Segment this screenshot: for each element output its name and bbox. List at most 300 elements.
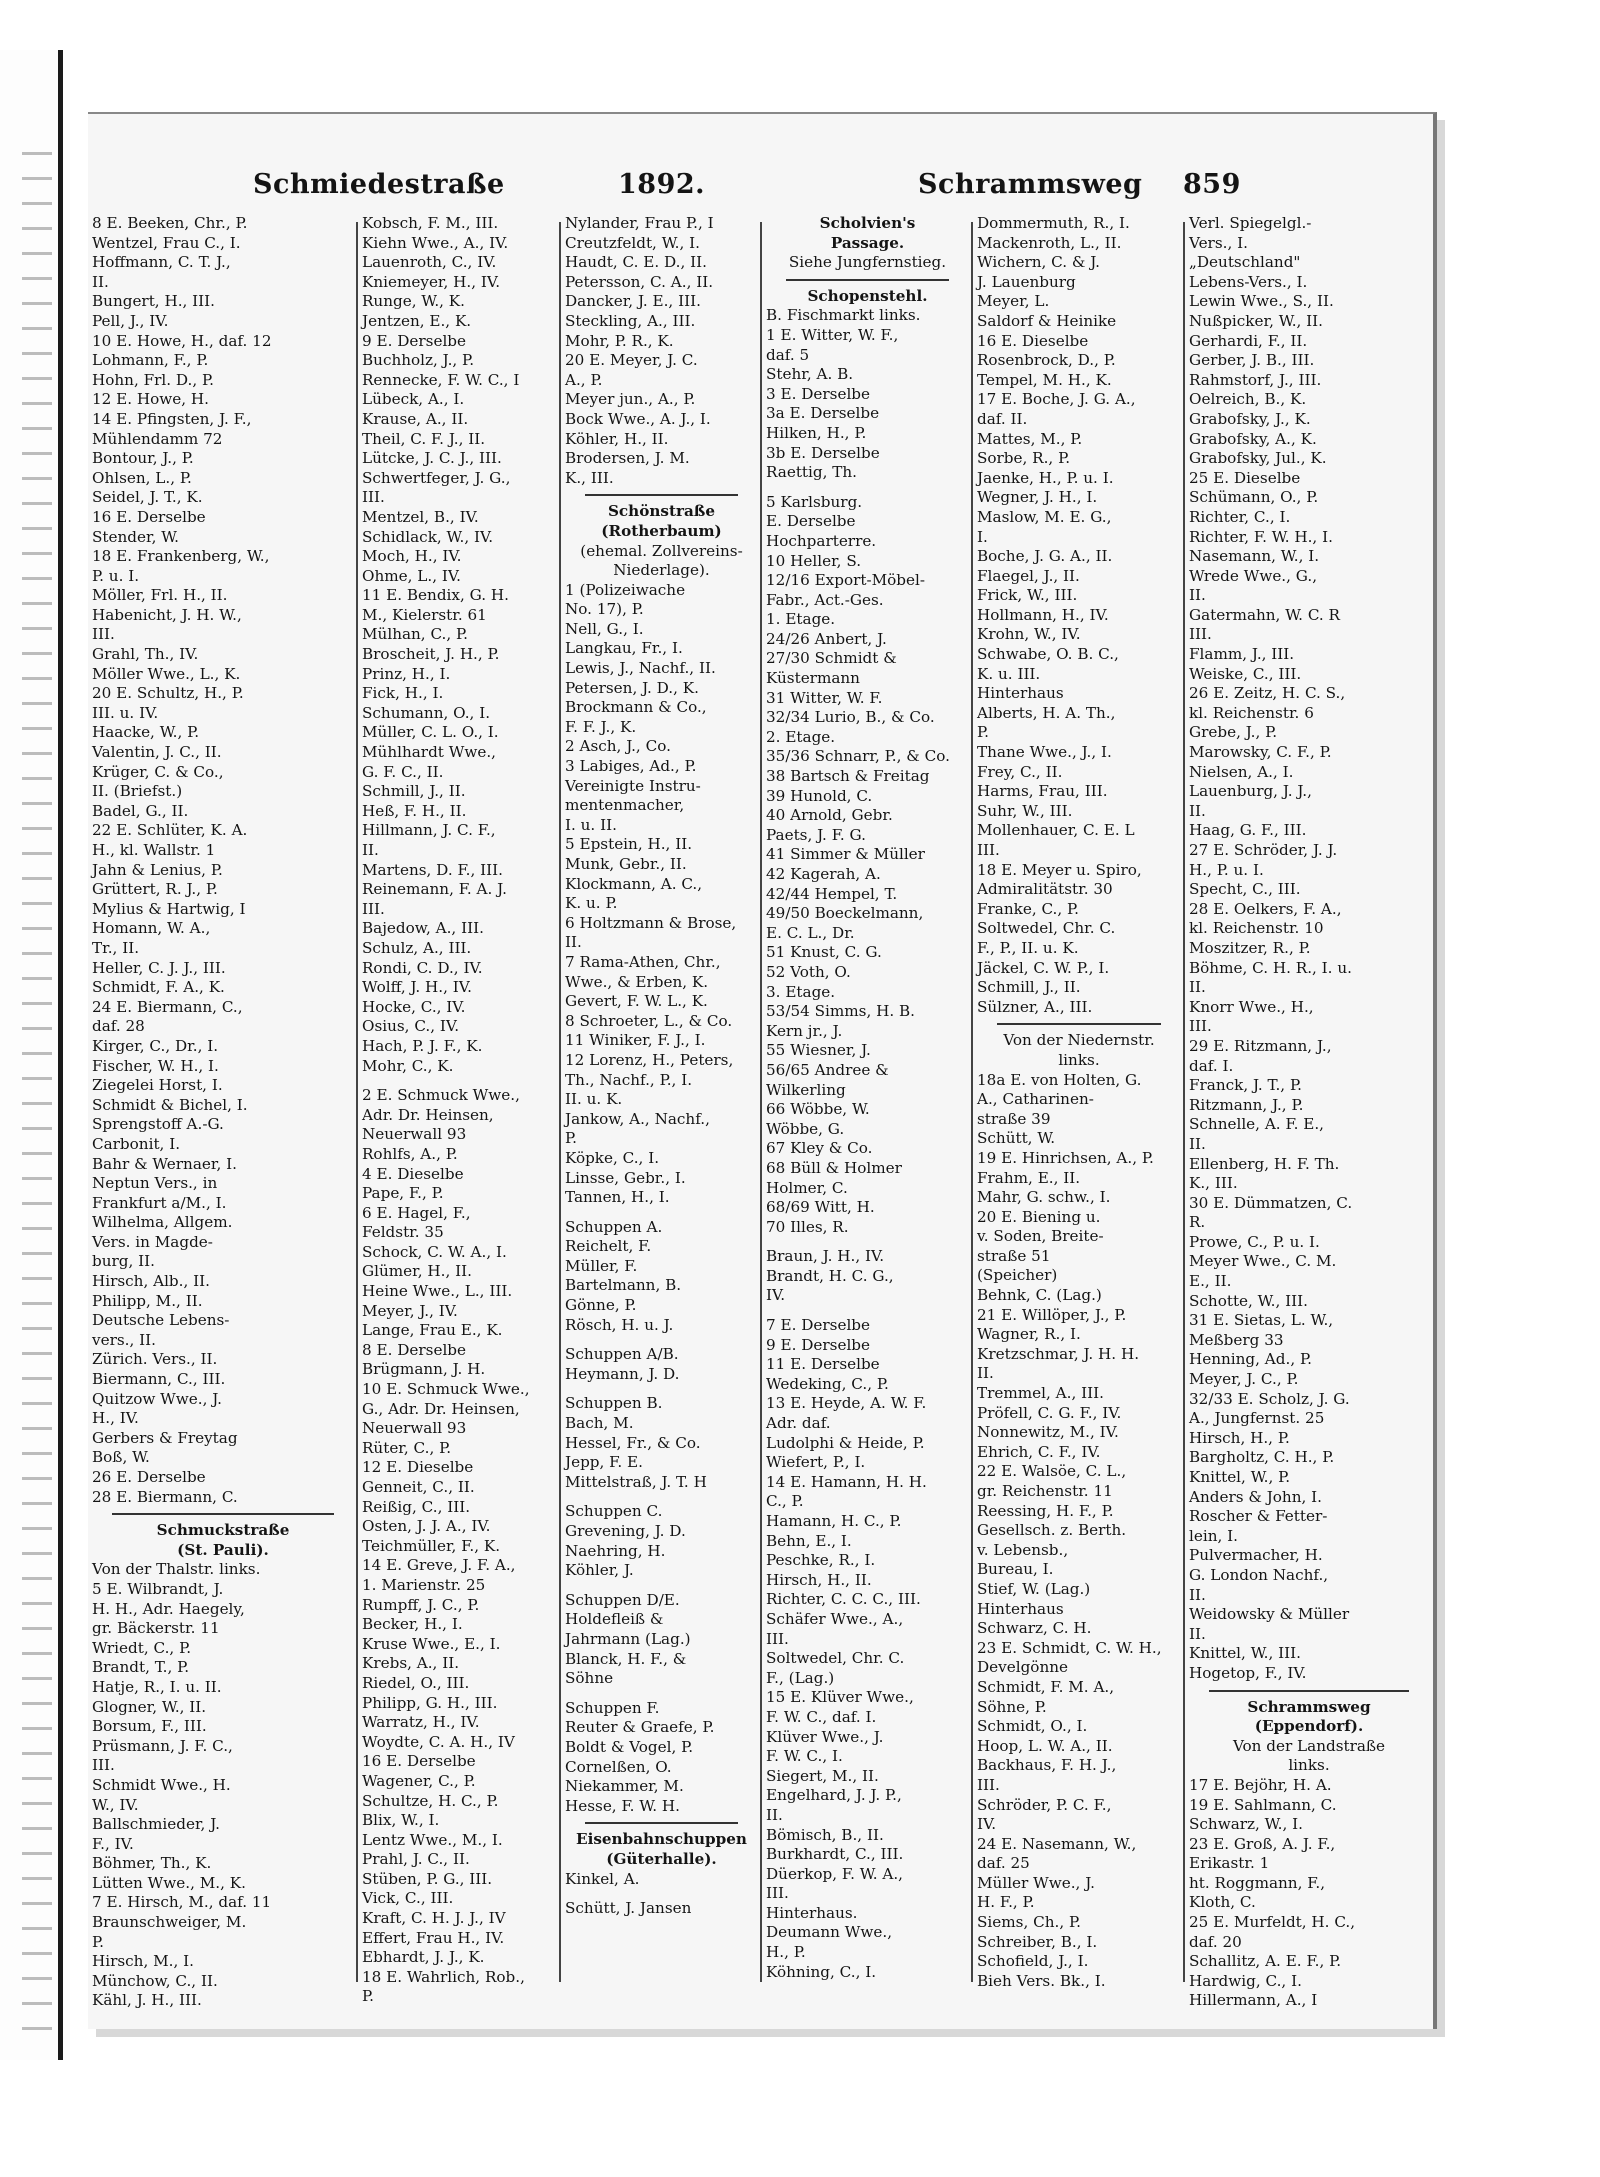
- directory-entry: Mühlhardt Wwe.,: [362, 743, 496, 762]
- directory-entry: M., Kielerstr. 61: [362, 605, 487, 624]
- directory-entry: Flaegel, J., II.: [977, 566, 1080, 585]
- column-1: [92, 214, 354, 2010]
- directory-entry: H., IV.: [92, 1409, 139, 1428]
- directory-entry: Vers. in Magde-: [92, 1232, 213, 1251]
- directory-entry: II.: [362, 841, 379, 859]
- directory-entry: kl. Reichenstr. 10: [1189, 919, 1324, 938]
- directory-entry: Brügmann, J. H.: [362, 1360, 486, 1379]
- directory-entry: Wagener, C., P.: [362, 1771, 476, 1790]
- directory-entry: Hillmann, J. C. F.,: [362, 821, 496, 840]
- directory-entry: Henning, Ad., P.: [1189, 1350, 1312, 1369]
- directory-entry: Kern jr., J.: [766, 1021, 843, 1040]
- directory-entry: Bungert, H., III.: [92, 292, 216, 311]
- directory-entry: v. Lebensb.,: [977, 1540, 1069, 1559]
- directory-entry: Bahr & Wernaer, I.: [92, 1154, 237, 1173]
- directory-entry: 14 E. Pfingsten, J. F.,: [92, 409, 252, 428]
- directory-entry: Meyer jun., A., P.: [565, 390, 696, 409]
- directory-entry: Kniemeyer, H., IV.: [362, 272, 501, 291]
- directory-entry: 51 Knust, C. G.: [766, 943, 882, 962]
- directory-entry: 9 E. Derselbe: [766, 1335, 871, 1354]
- street-heading: Schönstraße: [607, 502, 716, 521]
- directory-entry: Kretzschmar, J. H. H.: [977, 1344, 1140, 1363]
- directory-entry: Deumann Wwe.,: [766, 1923, 893, 1942]
- directory-entry: II.: [1189, 1134, 1206, 1153]
- directory-entry: Hinterhaus: [977, 684, 1064, 703]
- directory-entry: II.: [1189, 978, 1206, 997]
- directory-entry: Kinkel, A.: [565, 1869, 640, 1888]
- directory-entry: Adr. daf.: [766, 1414, 831, 1433]
- directory-entry: 19 E. Sahlmann, C.: [1189, 1795, 1337, 1814]
- directory-entry: 30 E. Dümmatzen, C.: [1189, 1193, 1353, 1212]
- directory-entry: 70 Illes, R.: [766, 1217, 849, 1236]
- directory-entry: 38 Bartsch & Freitag: [766, 767, 930, 786]
- directory-entry: 27/30 Schmidt &: [766, 649, 897, 668]
- directory-entry: 27 E. Schröder, J. J.: [1189, 841, 1338, 859]
- directory-entry: [565, 1581, 758, 1591]
- directory-entry: 68 Büll & Holmer: [766, 1158, 902, 1177]
- directory-entry: Schuppen C.: [565, 1502, 663, 1521]
- directory-entry: Heß, F. H., II.: [362, 801, 467, 820]
- directory-entry: Schmidt, O., I.: [977, 1717, 1088, 1736]
- directory-entry: III.: [1189, 1017, 1212, 1036]
- directory-entry: vers., II.: [92, 1330, 156, 1349]
- directory-entry: Weidowsky & Müller: [1189, 1605, 1350, 1624]
- directory-entry: 14 E. Greve, J. F. A.,: [362, 1556, 516, 1575]
- directory-entry: 11 E. Derselbe: [766, 1355, 880, 1374]
- directory-entry: Cornelßen, O.: [565, 1757, 672, 1776]
- directory-entry: P.: [92, 1932, 104, 1951]
- directory-entry: Neuerwall 93: [362, 1125, 467, 1144]
- directory-entry: Holdefleiß &: [565, 1610, 664, 1629]
- directory-entry: P.: [565, 1129, 577, 1148]
- directory-entry: III.: [977, 841, 1000, 859]
- directory-entry: 2 Asch, J., Co.: [565, 737, 671, 756]
- directory-entry: Wolff, J. H., IV.: [362, 978, 472, 997]
- directory-entry: Hirsch, H., P.: [1189, 1428, 1290, 1447]
- directory-entry: Mackenroth, L., II.: [977, 233, 1122, 252]
- directory-entry: Schofield, J., I.: [977, 1952, 1089, 1971]
- directory-entry: Glogner, W., II.: [92, 1697, 207, 1716]
- directory-entry: Deutsche Lebens-: [92, 1311, 230, 1330]
- directory-entry: Hirsch, M., I.: [92, 1952, 194, 1971]
- directory-entry: Wilkerling: [766, 1080, 846, 1099]
- directory-entry: Hoop, L. W. A., II.: [977, 1736, 1113, 1755]
- directory-entry: Wöbbe, G.: [766, 1119, 845, 1138]
- directory-entry: G., Adr. Dr. Heinsen,: [362, 1399, 520, 1418]
- directory-entry: 12 E. Dieselbe: [362, 1458, 474, 1477]
- directory-entry: Schuppen F.: [565, 1698, 660, 1717]
- directory-entry: Lewin Wwe., S., II.: [1189, 292, 1334, 311]
- street-heading: (St. Pauli).: [177, 1540, 269, 1559]
- directory-entry: Köhning, C., I.: [766, 1962, 877, 1981]
- directory-entry: III.: [362, 488, 385, 507]
- directory-entry: Schwabe, O. B. C.,: [977, 645, 1119, 664]
- directory-entry: Nielsen, A., I.: [1189, 762, 1294, 781]
- directory-entry: Jahrmann (Lag.): [565, 1629, 691, 1648]
- directory-entry: Reichelt, F.: [565, 1237, 652, 1256]
- directory-entry: Prinz, H., I.: [362, 664, 451, 683]
- directory-entry: daf. 25: [977, 1854, 1030, 1873]
- directory-entry: II.: [565, 933, 582, 952]
- directory-entry: Hohn, Frl. D., P.: [92, 370, 215, 389]
- directory-entry: Richter, C., I.: [1189, 507, 1291, 526]
- section-separator: [585, 494, 738, 496]
- directory-entry: K. u. P.: [565, 894, 618, 913]
- directory-entry: IV.: [977, 1815, 997, 1834]
- header-left-street: Schmiedestraße: [253, 169, 505, 200]
- directory-entry: 11 Winiker, F. J., I.: [565, 1031, 706, 1050]
- directory-entry: mentenmacher,: [565, 796, 685, 815]
- directory-entry: Stüben, P. G., III.: [362, 1869, 493, 1888]
- directory-entry: F., (Lag.): [766, 1668, 835, 1687]
- directory-entry: Moszitzer, R., P.: [1189, 938, 1311, 957]
- directory-entry: 7 E. Derselbe: [766, 1316, 871, 1335]
- column-rule: [971, 222, 973, 1982]
- section-separator: [1209, 1690, 1409, 1692]
- directory-entry: Kobsch, F. M., III.: [362, 214, 499, 232]
- directory-entry: Schulz, A., III.: [362, 938, 472, 957]
- directory-entry: Behnk, C. (Lag.): [977, 1286, 1102, 1305]
- directory-entry: Prowe, C., P. u. I.: [1189, 1232, 1320, 1251]
- directory-entry: Schwarz, C. H.: [977, 1619, 1092, 1638]
- directory-entry: Ballschmieder, J.: [92, 1815, 220, 1834]
- directory-entry: II.: [766, 1805, 783, 1824]
- street-heading: Scholvien's: [819, 214, 916, 232]
- directory-entry: Lütten Wwe., M., K.: [92, 1873, 246, 1892]
- directory-entry: Sülzner, A., III.: [977, 997, 1093, 1016]
- directory-entry: Raettig, Th.: [766, 463, 858, 482]
- directory-entry: II.: [1189, 1624, 1206, 1643]
- directory-entry: Pröfell, C. G. F., IV.: [977, 1403, 1122, 1422]
- directory-entry: Nylander, Frau P., I: [565, 214, 714, 232]
- directory-entry: Sorbe, R., P.: [977, 449, 1071, 468]
- directory-entry: Stehr, A. B.: [766, 365, 854, 384]
- directory-entry: Hillermann, A., I: [1189, 1991, 1318, 2010]
- directory-entry: Rondi, C. D., IV.: [362, 958, 483, 977]
- directory-entry: Hesse, F. W. H.: [565, 1796, 680, 1815]
- directory-entry: Feldstr. 35: [362, 1223, 444, 1242]
- directory-entry: 23 E. Schmidt, C. W. H.,: [977, 1638, 1162, 1657]
- directory-entry: Frahm, E., II.: [977, 1168, 1081, 1187]
- directory-entry: Grebe, J., P.: [1189, 723, 1278, 742]
- directory-entry: Küstermann: [766, 669, 860, 688]
- directory-entry: Buchholz, J., P.: [362, 351, 475, 370]
- directory-entry: Franke, C., P.: [977, 899, 1080, 918]
- directory-entry: Stief, W. (Lag.): [977, 1579, 1091, 1598]
- directory-entry: Prüsmann, J. F. C.,: [92, 1736, 233, 1755]
- directory-entry: Osius, C., IV.: [362, 1017, 460, 1036]
- directory-entry: Harms, Frau, III.: [977, 782, 1108, 801]
- directory-entry: 13 E. Heyde, A. W. F.: [766, 1394, 927, 1413]
- directory-entry: Schuppen D/E.: [565, 1590, 680, 1609]
- directory-entry: 8 E. Beeken, Chr., P.: [92, 214, 248, 232]
- directory-entry: links.: [1288, 1756, 1330, 1775]
- directory-entry: Köhler, J.: [565, 1561, 634, 1580]
- directory-entry: Warratz, H., IV.: [362, 1713, 480, 1732]
- directory-entry: 19 E. Hinrichsen, A., P.: [977, 1148, 1154, 1167]
- directory-entry: II.: [92, 272, 109, 291]
- directory-entry: 16 E. Derselbe: [92, 507, 206, 526]
- directory-entry: Sprengstoff A.-G.: [92, 1115, 224, 1134]
- directory-entry: 31 Witter, W. F.: [766, 688, 883, 707]
- directory-entry: Ohlsen, L., P.: [92, 468, 192, 487]
- directory-entry: Reuter & Graefe, P.: [565, 1718, 715, 1737]
- directory-entry: Klüver Wwe., J.: [766, 1727, 884, 1746]
- directory-entry: II.: [1189, 586, 1206, 605]
- directory-entry: III. u. IV.: [92, 703, 159, 722]
- street-heading: Passage.: [830, 233, 905, 252]
- page-number: 859: [1183, 169, 1241, 200]
- directory-entry: 23 E. Groß, A. J. F.,: [1189, 1834, 1336, 1853]
- directory-entry: III.: [92, 1756, 115, 1775]
- directory-entry: Heller, C. J. J., III.: [92, 958, 226, 977]
- column-5: [977, 214, 1181, 1994]
- directory-entry: Jäckel, C. W. P., I.: [977, 958, 1110, 977]
- directory-entry: Tannen, H., I.: [565, 1188, 670, 1207]
- header-year: 1892.: [618, 169, 706, 200]
- directory-entry: Bargholtz, C. H., P.: [1189, 1448, 1335, 1467]
- column-6: [1189, 214, 1429, 2010]
- directory-entry: 8 Schroeter, L., & Co.: [565, 1011, 733, 1030]
- directory-entry: Bieh Vers. Bk., I.: [977, 1971, 1106, 1990]
- directory-entry: Meyer, L.: [977, 292, 1050, 311]
- directory-entry: Alberts, H. A. Th.,: [977, 703, 1116, 722]
- directory-entry: 22 E. Walsöe, C. L.,: [977, 1462, 1127, 1481]
- directory-entry: 55 Wiesner, J.: [766, 1041, 871, 1060]
- directory-entry: straße 51: [977, 1246, 1051, 1265]
- directory-entry: Düerkop, F. W. A.,: [766, 1864, 903, 1883]
- directory-entry: 66 Wöbbe, W.: [766, 1100, 870, 1119]
- directory-entry: Braunschweiger, M.: [92, 1913, 247, 1932]
- directory-entry: Münchow, C., II.: [92, 1971, 218, 1990]
- directory-entry: Kähl, J. H., III.: [92, 1991, 202, 2010]
- directory-entry: Heine Wwe., L., III.: [362, 1282, 513, 1301]
- directory-entry: H., kl. Wallstr. 1: [92, 841, 216, 859]
- directory-entry: Mollenhauer, C. E. L: [977, 821, 1135, 840]
- directory-entry: Mülhan, C., P.: [362, 625, 468, 644]
- directory-entry: III.: [1189, 625, 1212, 644]
- directory-entry: F. F. J., K.: [565, 717, 637, 736]
- directory-entry: J. Lauenburg: [977, 272, 1076, 291]
- directory-entry: Brockmann & Co.,: [565, 698, 707, 717]
- directory-entry: Nonnewitz, M., IV.: [977, 1423, 1119, 1442]
- directory-entry: Dommermuth, R., I.: [977, 214, 1130, 232]
- directory-entry: Neuerwall 93: [362, 1419, 467, 1438]
- directory-entry: 18 E. Meyer u. Spiro,: [977, 860, 1142, 879]
- directory-entry: Soltwedel, Chr. C.: [766, 1649, 905, 1668]
- directory-entry: Bajedow, A., III.: [362, 919, 484, 938]
- directory-entry: III.: [92, 625, 115, 644]
- directory-entry: Neptun Vers., in: [92, 1174, 218, 1193]
- directory-entry: II.: [1189, 801, 1206, 820]
- directory-entry: Schumann, O., I.: [362, 703, 491, 722]
- directory-entry: Hoffmann, C. T. J.,: [92, 253, 231, 272]
- directory-entry: Jentzen, E., K.: [362, 311, 472, 330]
- directory-entry: Rahmstorf, J., III.: [1189, 370, 1322, 389]
- directory-entry: Habenicht, J. H. W.,: [92, 605, 242, 624]
- directory-entry: Biermann, C., III.: [92, 1370, 226, 1389]
- section-separator: [786, 279, 949, 281]
- directory-entry: Hamann, H. C., P.: [766, 1512, 902, 1530]
- directory-entry: Söhne, P.: [977, 1697, 1047, 1716]
- directory-entry: Meyer, J., IV.: [362, 1301, 458, 1320]
- directory-entry: Boldt & Vogel, P.: [565, 1737, 694, 1756]
- directory-entry: Homann, W. A.,: [92, 919, 211, 938]
- directory-entry: Brodersen, J. M.: [565, 449, 690, 468]
- directory-entry: H., P.: [766, 1943, 806, 1962]
- directory-entry: Hirsch, H., II.: [766, 1570, 872, 1589]
- directory-entry: Krohn, W., IV.: [977, 625, 1081, 644]
- directory-entry: Köhler, H., II.: [565, 429, 669, 448]
- directory-entry: Reinemann, F. A. J.: [362, 880, 507, 899]
- directory-entry: Hardwig, C., I.: [1189, 1971, 1302, 1990]
- directory-entry: Runge, W., K.: [362, 292, 465, 311]
- directory-entry: [565, 1889, 758, 1899]
- directory-entry: Genneit, C., II.: [362, 1478, 475, 1496]
- directory-entry: Frankfurt a/M., I.: [92, 1193, 227, 1212]
- directory-entry: Von der Thalstr. links.: [92, 1560, 261, 1579]
- directory-entry: Wegner, J. H., I.: [977, 488, 1098, 507]
- directory-entry: Bömisch, B., II.: [766, 1825, 884, 1844]
- directory-entry: Hilken, H., P.: [766, 423, 867, 442]
- directory-entry: 22 E. Schlüter, K. A.: [92, 821, 248, 840]
- directory-entry: (ehemal. Zollvereins-: [580, 541, 743, 560]
- directory-entry: Boche, J. G. A., II.: [977, 547, 1113, 566]
- directory-entry: 24 E. Nasemann, W.,: [977, 1834, 1137, 1853]
- directory-entry: Boß, W.: [92, 1448, 150, 1467]
- section-separator: [997, 1023, 1161, 1025]
- directory-entry: 26 E. Zeitz, H. C. S.,: [1189, 684, 1346, 703]
- directory-entry: Ritzmann, J., P.: [1189, 1095, 1304, 1114]
- directory-entry: v. Soden, Breite-: [977, 1227, 1104, 1246]
- column-2: [362, 214, 557, 2006]
- directory-entry: Grahl, Th., IV.: [92, 645, 199, 664]
- directory-entry: 1 E. Witter, W. F.,: [766, 325, 899, 344]
- directory-entry: Ellenberg, H. F. Th.: [1189, 1154, 1340, 1173]
- directory-entry: 18 E. Wahrlich, Rob.,: [362, 1967, 525, 1986]
- directory-entry: 14 E. Hamann, H. H.: [766, 1472, 927, 1491]
- directory-entry: Siegert, M., II.: [766, 1766, 879, 1785]
- directory-entry: K. u. III.: [977, 664, 1041, 683]
- directory-entry: K., III.: [565, 468, 614, 487]
- directory-entry: 67 Kley & Co.: [766, 1139, 873, 1158]
- column-rule: [356, 222, 358, 1982]
- directory-entry: 24 E. Biermann, C.,: [92, 997, 243, 1016]
- directory-entry: Lebens-Vers., I.: [1189, 272, 1308, 291]
- directory-entry: 16 E. Derselbe: [362, 1752, 476, 1771]
- directory-entry: Ehrich, C. F., IV.: [977, 1442, 1101, 1461]
- directory-entry: 21 E. Willöper, J., P.: [977, 1305, 1127, 1324]
- directory-entry: A., P.: [565, 370, 603, 389]
- directory-entry: Mühlendamm 72: [92, 429, 223, 448]
- directory-entry: Schmidt, F. A., K.: [92, 978, 225, 997]
- directory-entry: 32/34 Lurio, B., & Co.: [766, 708, 935, 727]
- directory-entry: Suhr, W., III.: [977, 801, 1073, 820]
- directory-entry: straße 39: [977, 1109, 1051, 1128]
- directory-entry: III.: [766, 1884, 789, 1903]
- directory-entry: Hessel, Fr., & Co.: [565, 1433, 701, 1452]
- directory-entry: Zürich. Vers., II.: [92, 1350, 218, 1369]
- directory-entry: Haag, G. F., III.: [1189, 821, 1307, 840]
- directory-entry: 3 E. Derselbe: [766, 384, 871, 403]
- directory-entry: Stender, W.: [92, 527, 180, 546]
- directory-entry: H., P. u. I.: [1189, 860, 1264, 879]
- directory-entry: 68/69 Witt, H.: [766, 1198, 875, 1217]
- directory-entry: Lübeck, A., I.: [362, 390, 465, 409]
- directory-entry: Rösch, H. u. J.: [565, 1315, 674, 1334]
- directory-entry: 20 E. Schultz, H., P.: [92, 684, 244, 703]
- directory-entry: 18 E. Frankenberg, W.,: [92, 547, 270, 566]
- directory-entry: Grabofsky, J., K.: [1189, 409, 1311, 428]
- directory-entry: 2 E. Schmuck Wwe.,: [362, 1086, 520, 1105]
- directory-entry: F., IV.: [92, 1834, 134, 1853]
- directory-entry: links.: [1058, 1050, 1100, 1069]
- directory-entry: Hocke, C., IV.: [362, 997, 466, 1016]
- directory-entry: 39 Hunold, C.: [766, 786, 873, 805]
- column-rule: [559, 222, 561, 1982]
- directory-entry: Maslow, M. E. G.,: [977, 507, 1112, 526]
- directory-entry: F., P., II. u. K.: [977, 938, 1079, 957]
- directory-entry: 1. Marienstr. 25: [362, 1575, 486, 1594]
- page-header: [88, 169, 1433, 209]
- directory-entry: 11 E. Bendix, G. H.: [362, 586, 509, 605]
- directory-entry: C., P.: [766, 1492, 804, 1511]
- directory-entry: Petersen, J. D., K.: [565, 678, 699, 697]
- directory-entry: Frick, W., III.: [977, 586, 1078, 605]
- directory-entry: Wwe., & Erben, K.: [565, 972, 709, 991]
- directory-entry: P.: [977, 723, 989, 742]
- directory-entry: Gevert, F. W. L., K.: [565, 992, 708, 1011]
- directory-entry: Langkau, Fr., I.: [565, 639, 683, 658]
- directory-entry: Rohlfs, A., P.: [362, 1144, 458, 1163]
- directory-entry: Hochparterre.: [766, 531, 877, 550]
- directory-entry: Burkhardt, C., III.: [766, 1845, 904, 1864]
- directory-entry: Schütt, W.: [977, 1129, 1056, 1148]
- directory-entry: Quitzow Wwe., J.: [92, 1389, 222, 1408]
- directory-entry: Grabofsky, Jul., K.: [1189, 449, 1327, 468]
- directory-entry: Roscher & Fetter-: [1189, 1507, 1328, 1526]
- directory-entry: 32/33 E. Scholz, J. G.: [1189, 1389, 1350, 1408]
- directory-entry: Schmidt, F. M. A.,: [977, 1677, 1115, 1696]
- directory-entry: 12 Lorenz, H., Peters,: [565, 1050, 734, 1069]
- directory-entry: No. 17), P.: [565, 600, 644, 619]
- directory-entry: Niekammer, M.: [565, 1777, 684, 1796]
- directory-entry: 49/50 Boeckelmann,: [766, 904, 924, 923]
- directory-entry: daf. 28: [92, 1017, 145, 1036]
- directory-entry: Rüter, C., P.: [362, 1438, 452, 1457]
- directory-entry: Saldorf & Heinike: [977, 311, 1117, 330]
- directory-entry: 12/16 Export-Möbel-: [766, 571, 926, 590]
- directory-entry: Ebhardt, J. J., K.: [362, 1948, 485, 1967]
- directory-entry: Schäfer Wwe., A.,: [766, 1609, 904, 1628]
- directory-entry: 20 E. Meyer, J. C.: [565, 351, 698, 370]
- directory-entry: Schidlack, W., IV.: [362, 527, 494, 546]
- directory-entry: Seidel, J. T., K.: [92, 488, 203, 507]
- directory-entry: Meßberg 33: [1189, 1330, 1284, 1349]
- directory-entry: Wichern, C. & J.: [977, 253, 1100, 272]
- directory-entry: gr. Bäckerstr. 11: [92, 1619, 220, 1638]
- directory-entry: Schuppen A/B.: [565, 1345, 679, 1364]
- directory-entry: 6 Holtzmann & Brose,: [565, 913, 737, 932]
- directory-entry: 53/54 Simms, H. B.: [766, 1002, 915, 1021]
- directory-entry: Flamm, J., III.: [1189, 645, 1295, 664]
- directory-entry: Martens, D. F., III.: [362, 860, 503, 879]
- directory-entry: 24/26 Anbert, J.: [766, 629, 887, 648]
- directory-entry: 8 E. Derselbe: [362, 1340, 467, 1359]
- directory-entry: Jankow, A., Nachf.,: [565, 1109, 710, 1128]
- directory-entry: Reessing, H. F., P.: [977, 1501, 1114, 1520]
- directory-entry: Lohmann, F., P.: [92, 351, 209, 370]
